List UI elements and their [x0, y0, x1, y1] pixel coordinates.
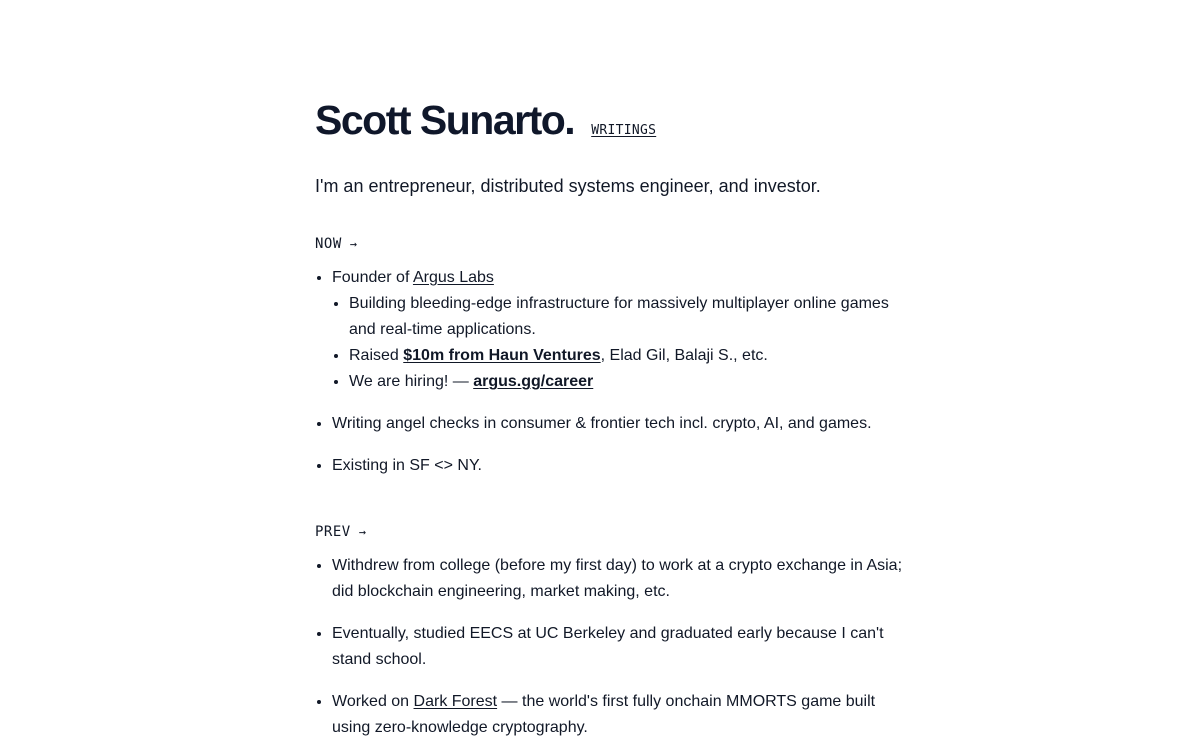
page-title: Scott Sunarto.: [315, 97, 575, 143]
dark-forest-link[interactable]: Dark Forest: [413, 693, 498, 710]
list-item-text: Existing in SF <> NY.: [332, 457, 482, 474]
prev-label: PREV: [315, 524, 351, 540]
list-item: [332, 553, 907, 605]
list-item: [332, 411, 907, 437]
argus-sub-list: [332, 291, 907, 395]
list-item: [332, 453, 907, 479]
intro-text: I'm an entrepreneur, distributed systems engineer, and investor.: [315, 176, 821, 196]
list-item-suffix: — the world's first fully onchain MMORTS game built using zero-knowledge cryptography.: [332, 693, 876, 736]
arrow-right-icon: →: [358, 525, 367, 539]
arrow-right-icon: →: [349, 237, 358, 251]
prev-section-label: [315, 524, 366, 540]
now-section-label: [315, 236, 358, 252]
list-item-text: Eventually, studied EECS at UC Berkeley and graduated early because I can't stand school.: [332, 625, 884, 668]
now-label: NOW: [315, 236, 342, 252]
list-item-prefix: Worked on: [332, 693, 414, 710]
now-list: [315, 265, 907, 479]
list-item: [332, 265, 907, 395]
list-item-suffix: , Elad Gil, Balaji S., etc.: [600, 347, 768, 364]
list-item-prefix: We are hiring! —: [349, 373, 474, 390]
list-item-text: Withdrew from college (before my first day) to work at a crypto exchange in Asia; did blockchain engineering, market making, etc.: [332, 557, 903, 600]
list-item-text: Writing angel checks in consumer & frontier tech incl. crypto, AI, and games.: [332, 415, 872, 432]
haun-ventures-link[interactable]: $10m from Haun Ventures: [403, 347, 601, 364]
list-item-prefix: Founder of: [332, 269, 413, 286]
list-item-text: Building bleeding-edge infrastructure for massively multiplayer online games and real-time applications.: [349, 295, 889, 338]
writings-link[interactable]: WRITINGS: [591, 123, 657, 138]
list-item: [349, 343, 907, 369]
careers-link[interactable]: argus.gg/career: [473, 373, 594, 390]
list-item: [332, 689, 907, 741]
list-item: [349, 291, 907, 343]
argus-labs-link[interactable]: Argus Labs: [412, 269, 494, 286]
list-item: [332, 621, 907, 673]
header: [315, 96, 656, 144]
prev-list: [315, 553, 907, 741]
list-item: [349, 369, 907, 395]
list-item-prefix: Raised: [349, 347, 404, 364]
